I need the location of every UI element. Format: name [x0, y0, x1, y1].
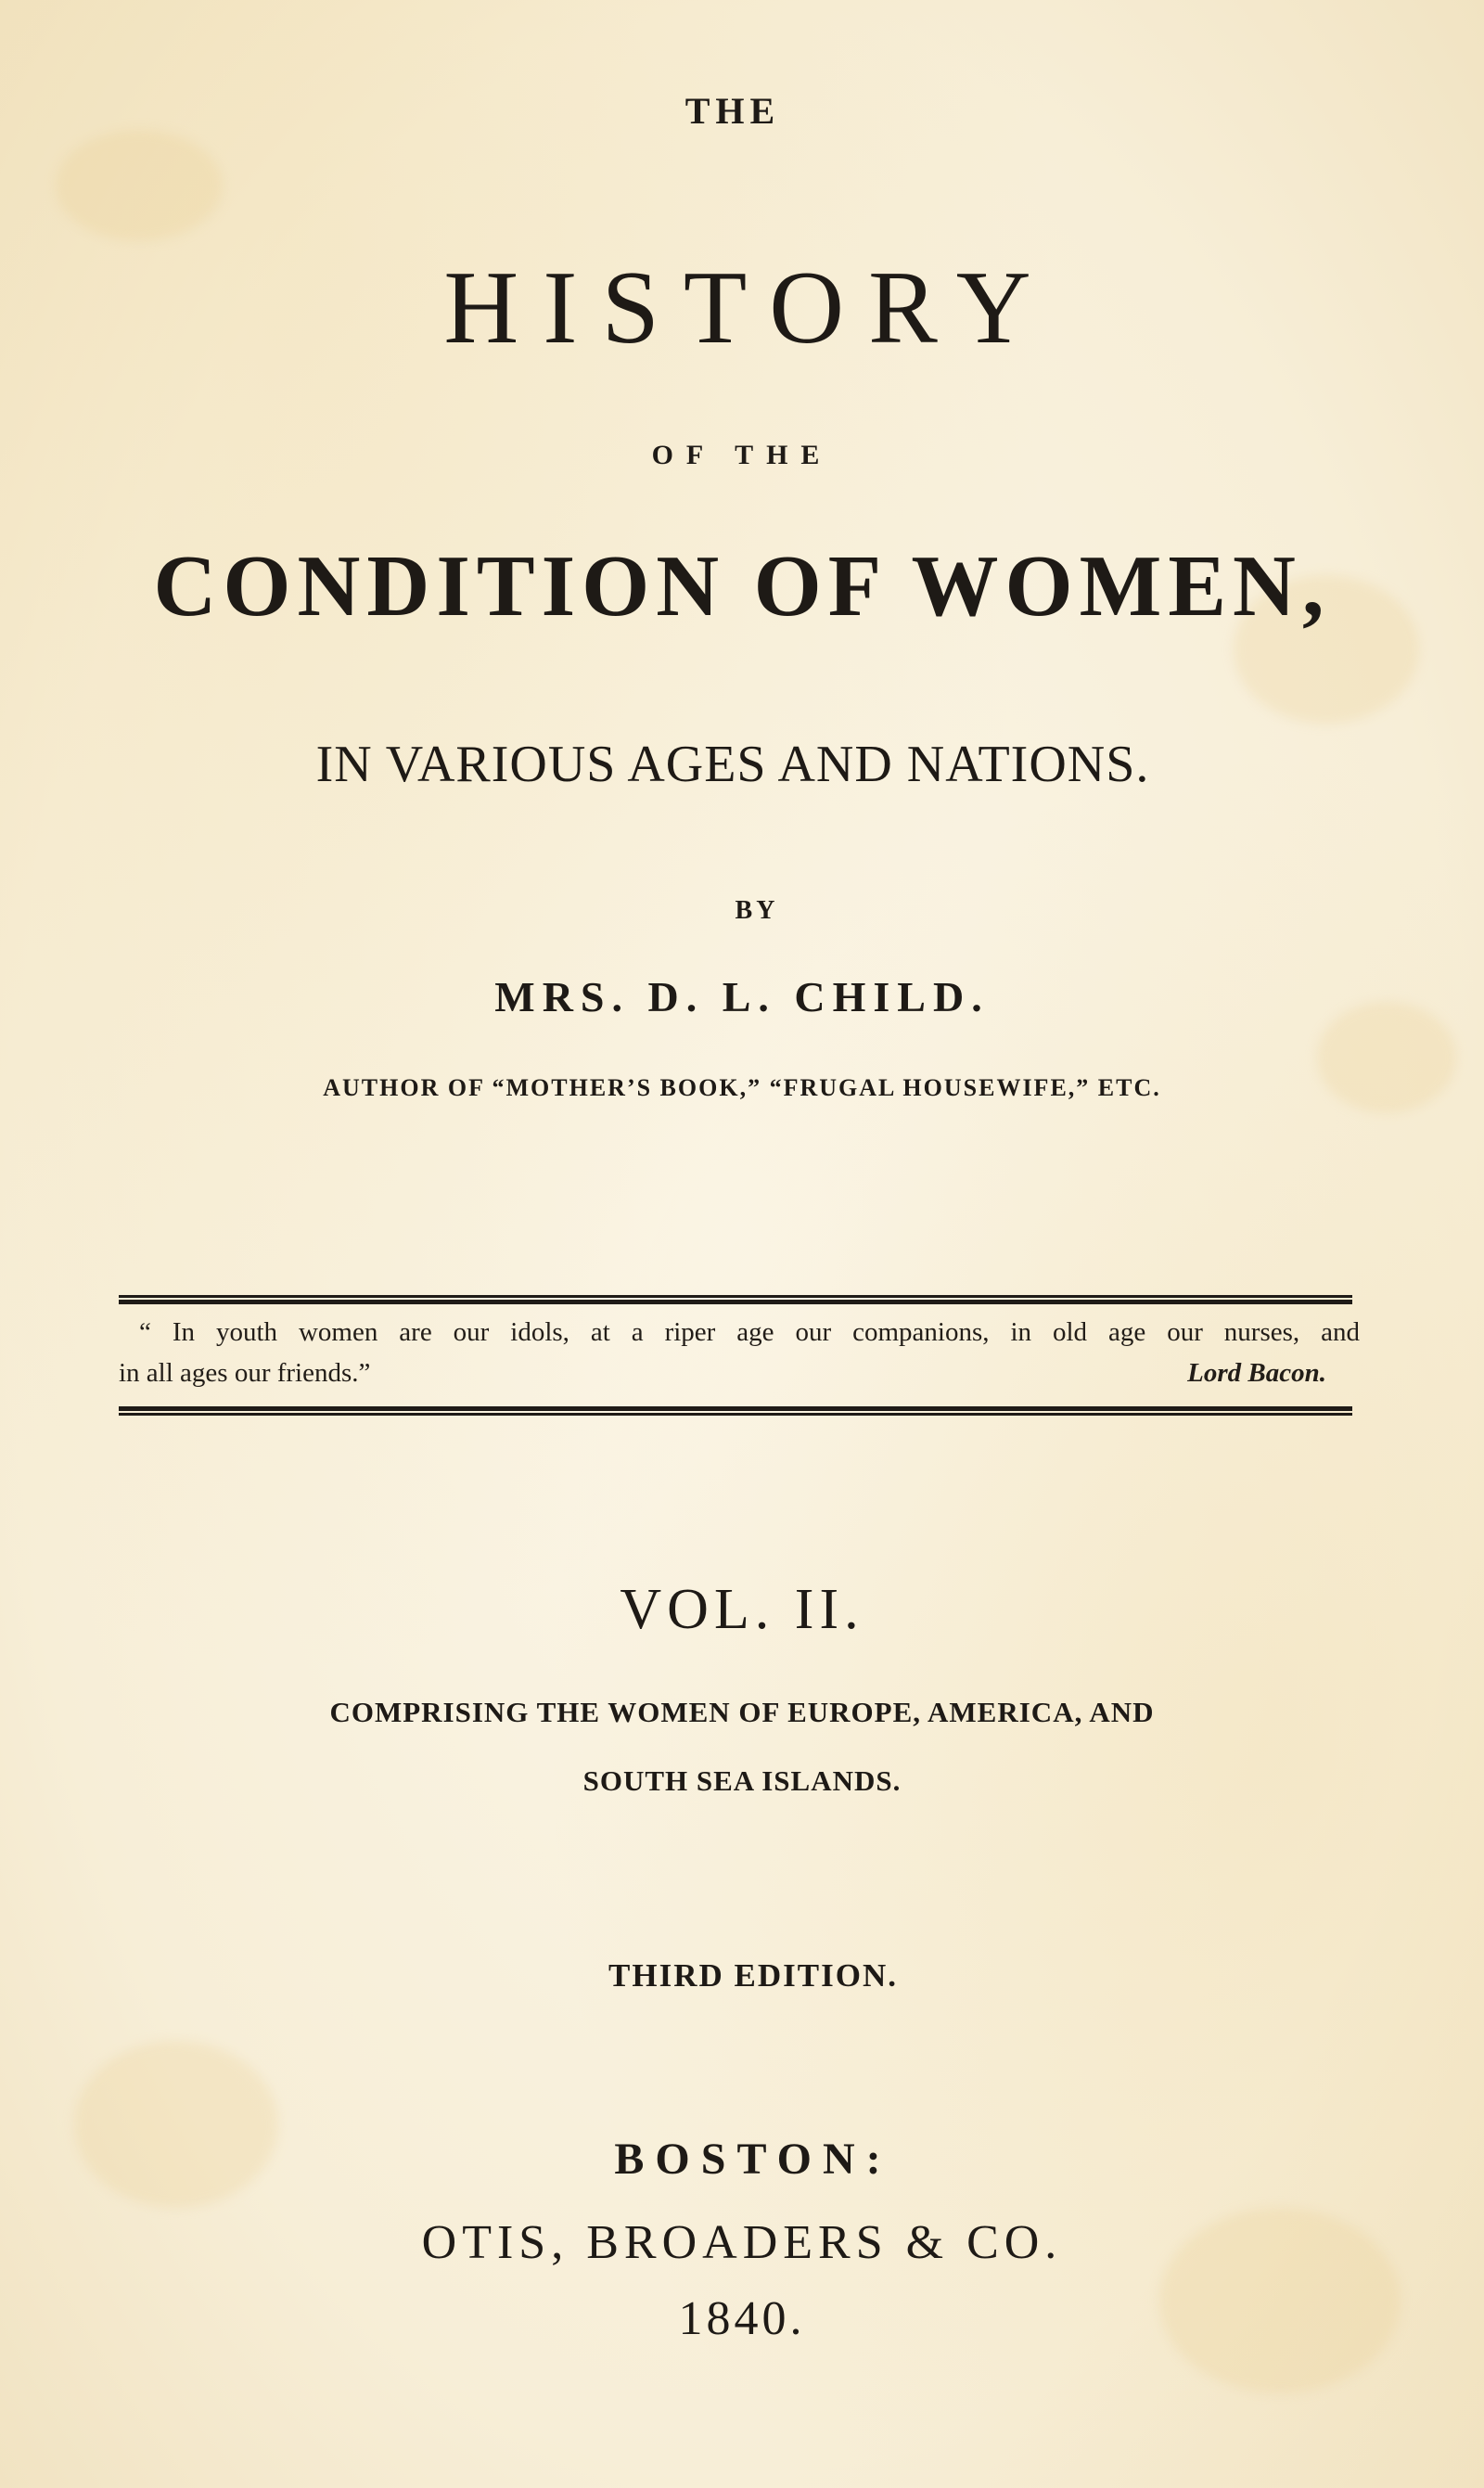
subtitle-various-ages: IN VARIOUS AGES AND NATIONS.	[315, 736, 1150, 793]
epigraph-line-2-wrap	[119, 1353, 1360, 1393]
edition-label: THIRD EDITION.	[608, 1957, 898, 1994]
title-of-the: OF THE	[651, 440, 833, 470]
publication-year: 1840.	[678, 2292, 806, 2345]
contents-line-1: COMPRISING THE WOMEN OF EUROPE, AMERICA, AND	[329, 1696, 1155, 1728]
publication-place: BOSTON:	[614, 2135, 892, 2184]
by-label: BY	[735, 896, 779, 925]
contents-line-2: SOUTH SEA ISLANDS.	[582, 1764, 902, 1797]
epigraph	[119, 1312, 1360, 1393]
author-name: MRS. D. L. CHILD.	[494, 973, 990, 1020]
epigraph-line-2: in all ages our friends.”	[119, 1358, 371, 1388]
epigraph-rule-bottom-thin	[119, 1413, 1352, 1416]
epigraph-rule-top-thin	[119, 1295, 1352, 1298]
volume-number: VOL. II.	[620, 1578, 864, 1641]
publisher-name: OTIS, BROADERS & CO.	[421, 2216, 1063, 2269]
paper-stain	[56, 130, 223, 241]
epigraph-line-1: “ In youth women are our idols, at a riper age our companions, in old age our nurses, and	[139, 1317, 1360, 1347]
epigraph-rule-top-thick	[119, 1300, 1352, 1304]
author-other-works: AUTHOR OF “MOTHER’S BOOK,” “FRUGAL HOUSEWIFE,” ETC.	[323, 1074, 1161, 1101]
epigraph-rule-bottom-thick	[119, 1406, 1352, 1411]
title-history: HISTORY	[443, 250, 1055, 366]
title-the: THE	[684, 90, 781, 132]
title-condition-of-women: CONDITION OF WOMEN,	[153, 538, 1331, 635]
epigraph-attribution: Lord Bacon.	[1187, 1358, 1326, 1388]
